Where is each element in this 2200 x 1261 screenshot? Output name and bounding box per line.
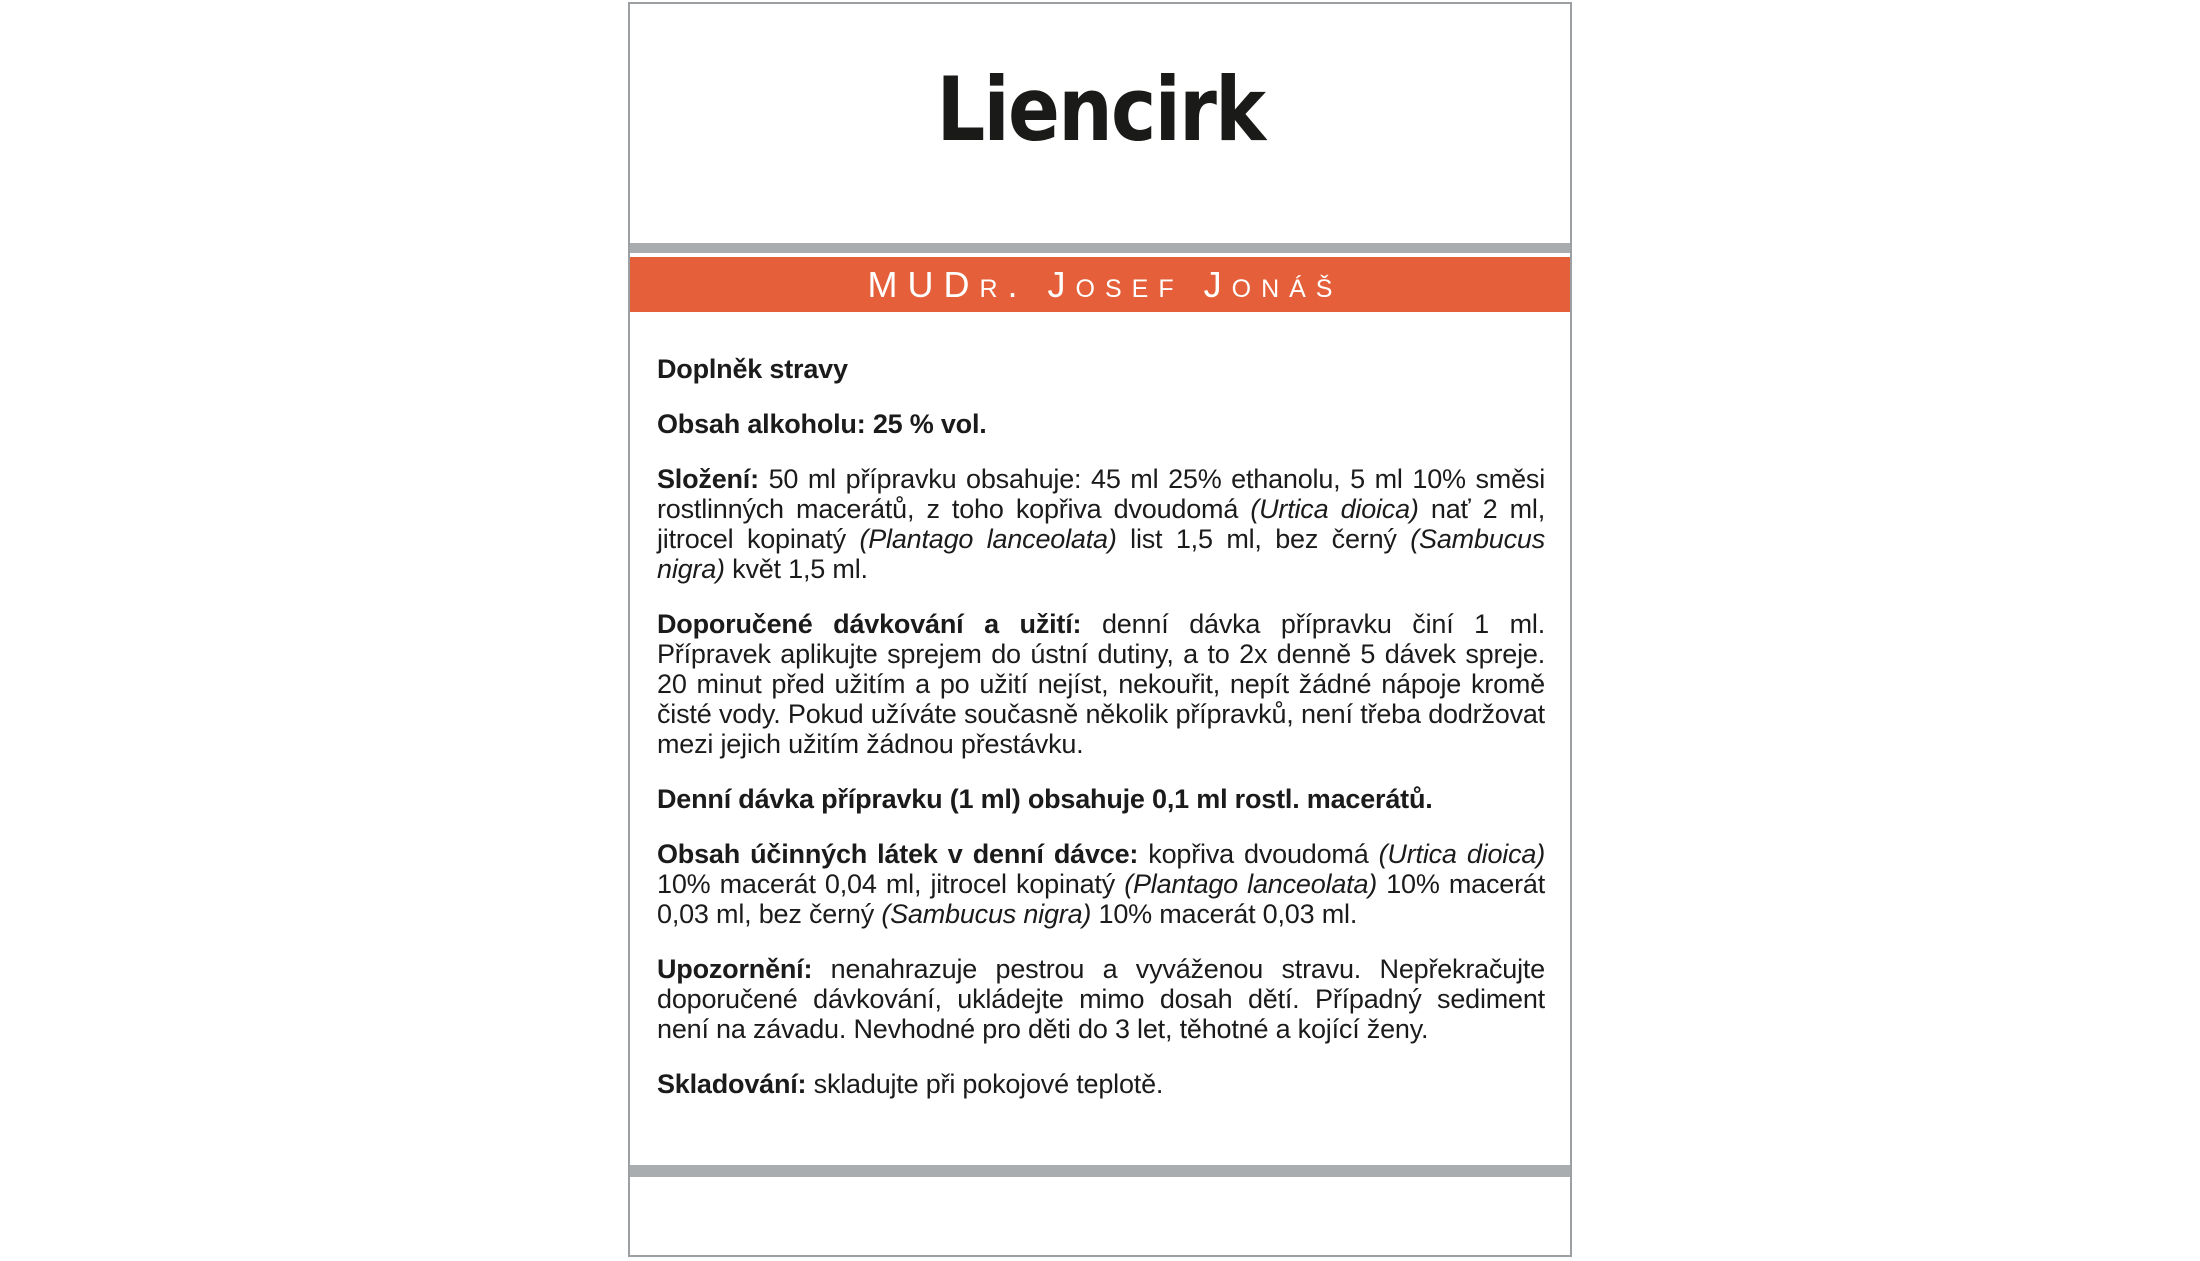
body-paragraph xyxy=(657,409,1545,439)
title-section xyxy=(630,4,1570,243)
body-paragraph xyxy=(657,784,1545,814)
divider-bar-bottom xyxy=(630,1165,1570,1177)
divider-bar-top xyxy=(630,243,1570,253)
text-run-italic: (Plantago lanceolata) xyxy=(859,524,1117,554)
text-run-bold: Upozornění: xyxy=(657,954,813,984)
text-run-regular: nenahrazuje pestrou a vyváženou stravu. Nepřekračujte doporučené dávkování, ukládejte mimo dosah dětí. Případný sediment není na závadu. Nevhodné pro děti do 3 let, těhotné a kojící ženy. xyxy=(657,954,1545,1044)
body-paragraph xyxy=(657,954,1545,1044)
text-run-italic: (Urtica dioica) xyxy=(1250,494,1419,524)
text-run-regular: skladujte při pokojové teplotě. xyxy=(806,1069,1164,1099)
text-run-italic: (Sambucus nigra) xyxy=(657,524,1545,584)
body-paragraph xyxy=(657,354,1545,384)
text-run-regular: list 1,5 ml, bez černý xyxy=(1116,524,1411,554)
text-run-regular: nať 2 ml, jitrocel kopinatý xyxy=(657,494,1545,554)
text-run-regular: 50 ml přípravku obsahuje: 45 ml 25% ethanolu, 5 ml 10% směsi rostlinných macerátů, z toho kopřiva dvoudomá xyxy=(657,464,1545,524)
text-run-bold: Denní dávka přípravku (1 ml) obsahuje 0,1 ml rostl. macerátů. xyxy=(657,784,1433,814)
text-run-bold: Obsah alkoholu: 25 % vol. xyxy=(657,409,987,439)
footer-blank-section xyxy=(630,1177,1570,1255)
text-run-italic: (Urtica dioica) xyxy=(1378,839,1545,869)
text-run-bold: Doplněk stravy xyxy=(657,354,848,384)
text-run-bold: Složení: xyxy=(657,464,759,494)
text-run-bold: Obsah účinných látek v denní dávce: xyxy=(657,839,1139,869)
text-run-bold: Doporučené dávkování a užití: xyxy=(657,609,1082,639)
product-label-card xyxy=(628,2,1572,1257)
text-run-italic: (Plantago lanceolata) xyxy=(1124,869,1378,899)
body-paragraph xyxy=(657,839,1545,929)
brand-banner-label: MUDr. Josef Jonáš xyxy=(867,263,1343,305)
product-title: Liencirk xyxy=(936,58,1264,161)
body-paragraph xyxy=(657,1069,1545,1099)
text-run-regular: kopřiva dvoudomá xyxy=(1138,839,1379,869)
text-run-regular: květ 1,5 ml. xyxy=(724,554,868,584)
text-run-regular: denní dávka přípravku činí 1 ml. Přípravek aplikujte sprejem do ústní dutiny, a to 2x denně 5 dávek spreje. 20 minut před užitím a po užití nejíst, nekouřit, nepít žádné nápoje kromě čisté vody. Pokud užíváte současně několik přípravků, není třeba dodržovat mezi jejich užitím žádnou přestávku. xyxy=(657,609,1545,759)
text-run-regular: 10% macerát 0,04 ml, jitrocel kopinatý xyxy=(657,869,1125,899)
text-run-italic: (Sambucus nigra) xyxy=(881,899,1092,929)
text-run-regular: 10% macerát 0,03 ml, bez černý xyxy=(657,869,1545,929)
text-run-bold: Skladování: xyxy=(657,1069,807,1099)
body-paragraph xyxy=(657,464,1545,584)
text-run-regular: 10% macerát 0,03 ml. xyxy=(1091,899,1358,929)
body-paragraph xyxy=(657,609,1545,759)
body-text-section xyxy=(630,312,1570,1165)
brand-banner xyxy=(630,257,1570,312)
